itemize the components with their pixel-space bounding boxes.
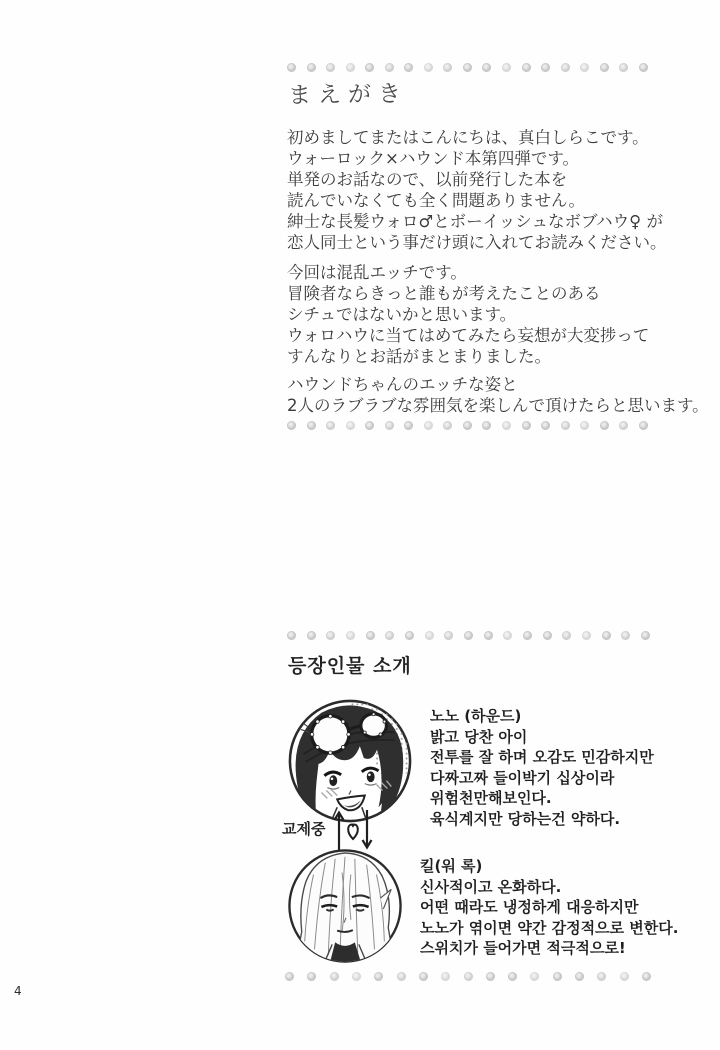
decorative-dot [639,63,648,72]
decorative-dot [385,421,394,430]
decorative-dot [621,631,630,640]
nono-portrait-illustration [286,697,414,825]
char2-desc-line: 신사적이고 온화하다. [420,877,562,896]
character-intro-heading: 등장인물 소개 [288,655,412,677]
decorative-dot [326,631,335,640]
decorative-dot [522,421,531,430]
decorative-dot [424,63,433,72]
decorative-dot [365,63,374,72]
decorative-dot [419,972,428,981]
decorative-dot [523,631,532,640]
decorative-dot [352,972,361,981]
decorative-dot [619,63,628,72]
decorative-dot [641,631,650,640]
decorative-dot [425,631,434,640]
decorative-dot [463,421,472,430]
dots-divider-top [287,62,648,72]
decorative-dot [443,63,452,72]
decorative-dot [287,63,296,72]
decorative-dot [366,631,375,640]
decorative-dot [502,63,511,72]
decorative-dot [464,972,473,981]
decorative-dot [600,421,609,430]
decorative-dot [441,972,450,981]
decorative-dot [620,972,629,981]
foreword-line: 2人のラブラブな雰囲気を楽しんで頂けたらと思います。 [287,396,709,415]
decorative-dot [326,63,335,72]
relation-label: 교제중 [282,820,326,838]
foreword-line: 単発のお話なので、以前発行した本を [287,170,568,189]
foreword-line: 紳士な長髪ウォロ♂とボーイッシュなボブハウ♀ が [287,212,663,231]
foreword-line: シチュではないかと思います。 [287,305,517,324]
decorative-dot [326,421,335,430]
foreword-line: 読んでいなくても全く問題ありません。 [287,191,585,210]
decorative-dot [405,631,414,640]
decorative-dot [553,972,562,981]
char1-desc-line: 육식계지만 당하는건 약하다. [430,809,621,828]
decorative-dot [330,972,339,981]
decorative-dot [404,421,413,430]
dots-divider-bottom [285,971,651,981]
decorative-dot [397,972,406,981]
char2-desc-line: 노노가 엮이면 약간 감정적으로 변한다. [420,918,679,937]
decorative-dot [580,421,589,430]
decorative-dot [562,631,571,640]
decorative-dot [597,972,606,981]
decorative-dot [307,972,316,981]
char1-desc-line: 밝고 당찬 아이 [430,727,528,746]
decorative-dot [619,421,628,430]
decorative-dot [582,631,591,640]
decorative-dot [285,972,294,981]
decorative-dot [639,421,648,430]
decorative-dot [346,63,355,72]
decorative-dot [307,63,316,72]
decorative-dot [642,972,651,981]
foreword-line: 恋人同士という事だけ頭に入れてお読みください。 [287,233,667,252]
foreword-line: 冒険者ならきっと誰もが考えたことのある [287,284,601,303]
decorative-dot [346,631,355,640]
char1-desc-line: 전투를 잘 하며 오감도 민감하지만 [430,748,654,766]
decorative-dot [508,972,517,981]
decorative-dot [482,63,491,72]
foreword-line: ウォロハウに当てはめてみたら妄想が大変捗って [287,326,650,345]
decorative-dot [443,421,452,430]
heart-icon [348,825,358,840]
decorative-dot [600,63,609,72]
decorative-dot [444,631,453,640]
decorative-dot [374,972,383,981]
char1-desc-line: 위험천만해보인다. [430,789,552,807]
foreword-line: ハウンドちゃんのエッチな姿と [287,375,518,394]
decorative-dot [287,631,296,640]
decorative-dot [541,421,550,430]
portrait-nono [286,697,414,825]
foreword-paragraph-2 [287,262,649,367]
decorative-dot [541,63,550,72]
decorative-dot [365,421,374,430]
portrait-kil [286,847,404,965]
foreword-paragraph-3 [287,374,709,416]
decorative-dot [385,631,394,640]
decorative-dot [307,631,316,640]
foreword-line: すんなりとお話がまとまりました。 [287,347,551,366]
decorative-dot [502,421,511,430]
decorative-dot [503,631,512,640]
decorative-dot [602,631,611,640]
kil-portrait-illustration [286,847,404,965]
decorative-dot [561,421,570,430]
decorative-dot [580,63,589,72]
dots-divider-after-foreword [287,420,648,430]
decorative-dot [404,63,413,72]
foreword-line: ウォーロック×ハウンド本第四弾です。 [287,149,580,168]
decorative-dot [287,421,296,430]
char2-desc-line: 스위치가 들어가면 적극적으로! [420,939,626,957]
decorative-dot [464,631,473,640]
char2-description [420,856,678,959]
char2-desc-line: 어떤 때라도 냉정하게 대응하지만 [420,898,639,916]
foreword-title: まえがき [287,81,409,109]
foreword-line: 今回は混乱エッチです。 [287,263,467,282]
decorative-dot [346,421,355,430]
decorative-dot [307,421,316,430]
decorative-dot [463,63,472,72]
char1-description [430,706,654,829]
heart-and-arrows-icon [331,808,377,852]
foreword-line: 初めましてまたはこんにちは、真白しらこです。 [287,128,649,147]
dots-divider-before-characters [287,630,650,640]
char1-name: 노노 (하운드) [430,707,522,725]
decorative-dot [561,63,570,72]
decorative-dot [486,972,495,981]
decorative-dot [530,972,539,981]
decorative-dot [424,421,433,430]
decorative-dot [484,631,493,640]
char1-desc-line: 다짜고짜 들이박기 십상이라 [430,768,615,787]
page-number: 4 [14,984,22,998]
foreword-paragraph-1 [287,127,667,253]
decorative-dot [385,63,394,72]
decorative-dot [543,631,552,640]
decorative-dot [522,63,531,72]
decorative-dot [482,421,491,430]
char2-name: 킬(워 록) [420,857,483,875]
decorative-dot [575,972,584,981]
